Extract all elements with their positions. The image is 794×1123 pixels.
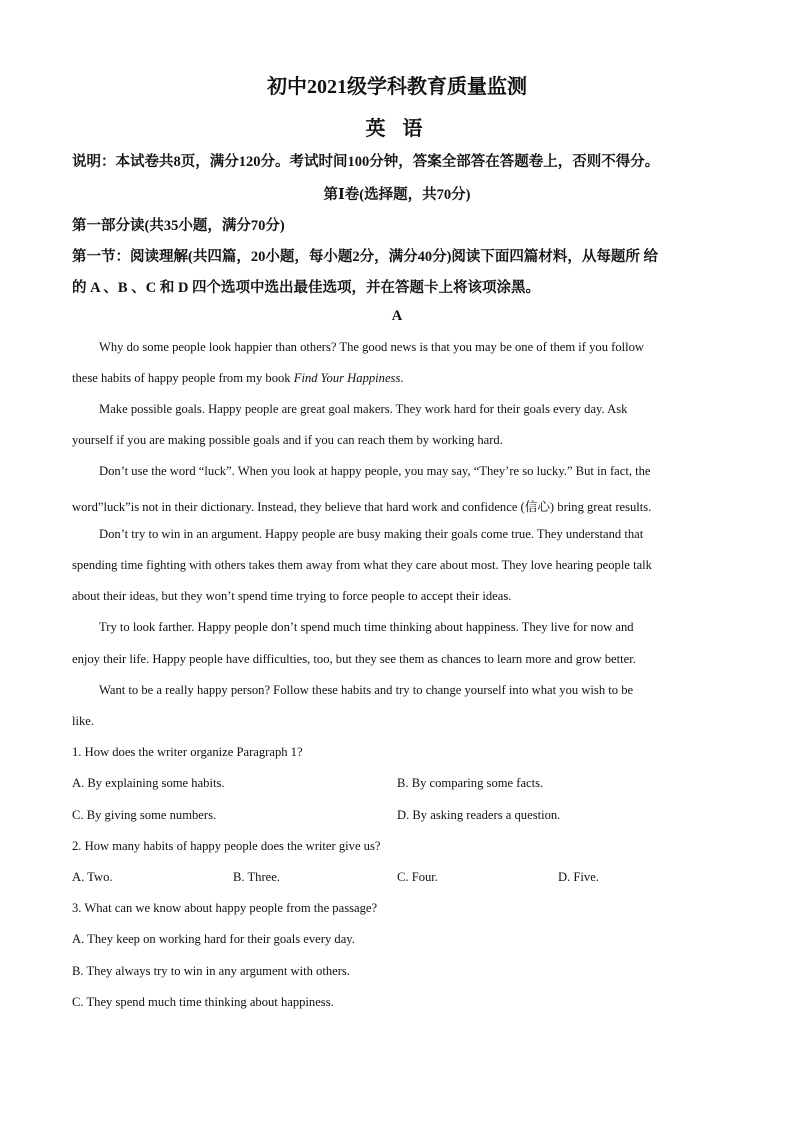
subject-title: 英 语 xyxy=(365,118,429,140)
paragraph-2-line-2: yourself if you are making possible goals and if you can reach them by working hard. xyxy=(72,433,503,447)
instructions: 说明：本试卷共8页，满分120分。考试时间100分钟，答案全部答在答题卷上，否则不得分。 xyxy=(72,154,660,170)
question-1-stem: 1. How does the writer organize Paragraph 1? xyxy=(72,745,303,759)
exam-title: 初中2021级学科教育质量监测 xyxy=(267,76,527,98)
question-3-option-c[interactable]: C. They spend much time thinking about happiness. xyxy=(72,995,334,1009)
book-title: Find Your Happiness xyxy=(293,371,401,385)
question-2-stem: 2. How many habits of happy people does the writer give us? xyxy=(72,839,381,853)
question-1-option-d[interactable]: D. By asking readers a question. xyxy=(397,808,561,822)
paragraph-1-period: . xyxy=(400,371,404,385)
question-1-option-c[interactable]: C. By giving some numbers. xyxy=(72,808,217,822)
question-2-option-d[interactable]: D. Five. xyxy=(558,870,599,884)
section-instructions-line1: 第一节：阅读理解(共四篇，20小题，每小题2分，满分40分)阅读下面四篇材料，从每题所 给 xyxy=(72,249,659,265)
question-2-option-a[interactable]: A. Two. xyxy=(72,870,113,884)
paragraph-1-line-1: Why do some people look happier than others? The good news is that you may be one of them if you follow xyxy=(99,340,645,354)
paragraph-5-line-1: Try to look farther. Happy people don’t spend much time thinking about happiness. They live for now and xyxy=(99,620,634,634)
question-3-option-b[interactable]: B. They always try to win in any argument with others. xyxy=(72,964,350,978)
question-1-option-b[interactable]: B. By comparing some facts. xyxy=(397,776,544,790)
question-2-option-c[interactable]: C. Four. xyxy=(397,870,438,884)
paragraph-2-line-1: Make possible goals. Happy people are great goal makers. They work hard for their goals every day. Ask xyxy=(99,402,628,416)
paragraph-6-line-1: Want to be a really happy person? Follow these habits and try to change yourself into what you wish to be xyxy=(99,683,634,697)
paragraph-4-line-2: spending time fighting with others takes them away from what they care about most. They love hearing people talk xyxy=(72,558,652,572)
paragraph-6-line-2: like. xyxy=(72,714,95,728)
paragraph-1-line-2 xyxy=(72,371,404,386)
paragraph-3-line-1: Don’t use the word “luck”. When you look at happy people, you may say, “They’re so lucky.” But in fact, the xyxy=(99,464,651,478)
question-2-option-b[interactable]: B. Three. xyxy=(233,870,280,884)
paragraph-3-line-2: word”luck”is not in their dictionary. Instead, they believe that hard work and confidence (信心) bring great results. xyxy=(72,500,652,514)
question-1-option-a[interactable]: A. By explaining some habits. xyxy=(72,776,225,790)
question-3-stem: 3. What can we know about happy people from the passage? xyxy=(72,901,378,915)
paragraph-4-line-3: about their ideas, but they won’t spend time trying to force people to accept their ideas. xyxy=(72,589,512,603)
question-3-option-a[interactable]: A. They keep on working hard for their goals every day. xyxy=(72,932,355,946)
passage-label: A xyxy=(391,308,403,324)
volume-title: 第Ⅰ卷(选择题，共70分) xyxy=(323,187,471,203)
paragraph-5-line-2: enjoy their life. Happy people have difficulties, too, but they see them as chances to learn more and grow better. xyxy=(72,652,636,666)
section-instructions-line2: 的 A 、B 、C 和 D 四个选项中选出最佳选项，并在答题卡上将该项涂黑。 xyxy=(72,280,541,296)
paragraph-4-line-1: Don’t try to win in an argument. Happy people are busy making their goals come true. They understand that xyxy=(99,527,644,541)
part-title: 第一部分读(共35小题，满分70分) xyxy=(72,218,285,234)
paragraph-1-text: these habits of happy people from my book xyxy=(72,371,294,385)
